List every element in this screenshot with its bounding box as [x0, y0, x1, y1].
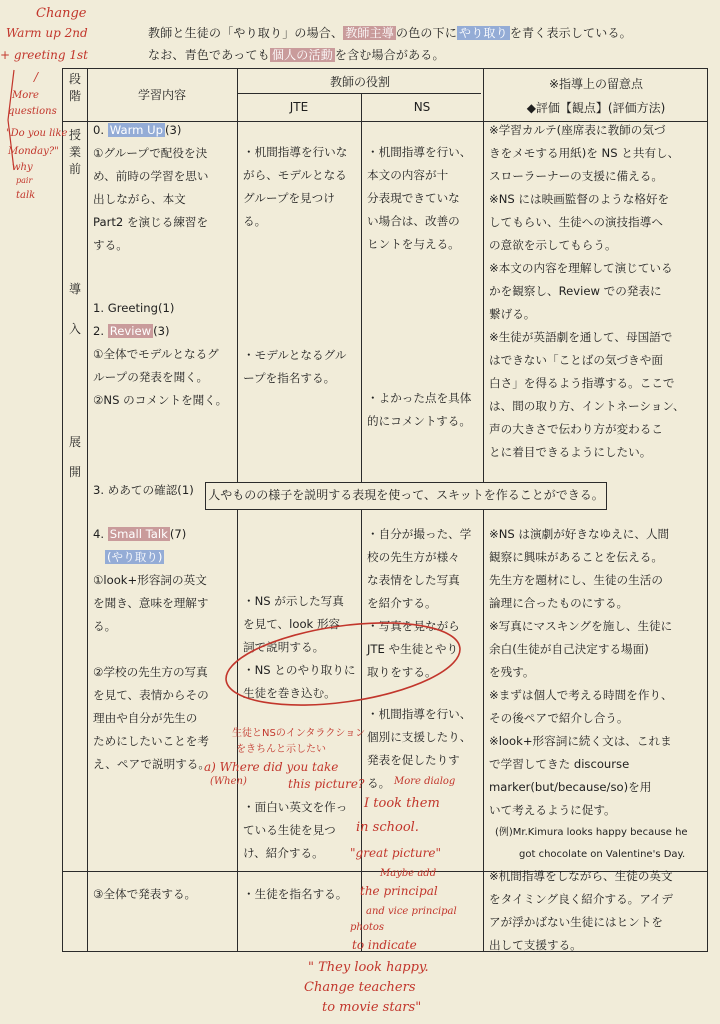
content-warmup: 0. Warm Up (3) ①グループで配役を決 め、前時の学習を思い 出しながら、本文 Part2 を演じる練習を する。 — [93, 123, 209, 252]
handwritten-note: questions — [8, 106, 57, 117]
handwritten-note: More dialog — [394, 776, 456, 787]
stage-before-class: 授 業 前 — [68, 128, 81, 176]
notes-intro: ※学習カルテ(座席表に教師の気づ きをメモする用紙)を NS と共有し、 スローラーナーの支援に備える。 ※NS には映画監督のような格好を してもらい、生徒への演技指導へ の意欲を示してもらう。 ※本文の内容を理解して演じている かを観察し、Review での発表に 繋げる。 ※生徒が英語劇を通して、母国語で はできない「ことばの気づきや面 白さ」を得るよう指導する。ここで は、間の取り方、イントネーション、 声の大きさで伝わり方が変わるこ とに着目できるようにしたい。 — [489, 123, 685, 459]
handwritten-note: pair — [16, 176, 33, 185]
jte-select-model: ・モデルとなるグル ープを指名する。 — [243, 348, 347, 385]
ns-header: NS — [413, 100, 431, 114]
stage-header: 段 階 — [68, 72, 81, 103]
jte-small-talk: ・NS が示した写真 を見て、look 形容 詞で説明する。 ・NS とのやり取りに 生徒を巻き込む。 — [243, 594, 356, 700]
content-goal-check: 3. めあての確認(1) — [93, 483, 194, 497]
handwritten-note: "Do you like — [6, 128, 68, 139]
handwritten-note: Maybe add — [380, 868, 437, 879]
teacher-roles-header: 教師の役割 — [329, 75, 390, 89]
handwritten-note: to indicate — [352, 938, 417, 952]
handwritten-note: More — [12, 90, 39, 101]
handwritten-note: "great picture" — [350, 846, 441, 860]
stage-development: 展 開 — [68, 435, 81, 479]
ns-small-talk: ・自分が撮った、学 校の先生方が様々 な表情をした写真 を紹介する。 ・写真を見ながら JTE や生徒とやり 取りをする。 — [367, 527, 472, 679]
stage-introduction: 導 入 — [68, 282, 81, 336]
notes-example: (例)Mr.Kimura looks happy because he got chocolate on Valentine's Day. — [495, 827, 688, 860]
handwritten-note: this picture? — [288, 777, 365, 791]
content-greeting-review: 1. Greeting(1) 2. Review (3) ①全体でモデルとなるグ ループの発表を聞く。 ②NS のコメントを聞く。 — [93, 301, 228, 407]
handwritten-note: Warm up 2nd — [6, 26, 88, 40]
handwritten-note: why — [12, 162, 33, 173]
intro-line-1: 教師と生徒の「やり取り」の場合、 教師主導 の色の下に やり取り を青く表示している。 — [148, 26, 632, 40]
ns-comment: ・よかった点を具体 的にコメントする。 — [367, 391, 472, 428]
handwritten-note: photos — [350, 922, 385, 933]
annotation-circle — [221, 610, 465, 718]
notes-small-talk: ※NS は演劇が好きなゆえに、人間 観察に興味があることを伝える。 先生方を題材にし、生徒の生活の 論理に合ったものにする。 ※写真にマスキングを施し、生徒に 余白(生徒が自己決定する場面) を残す。 ※まずは個人で考える時間を作り、 その後ペアで紹介し合う。 ※look+形容詞に続く文は、これま で学習してきた discourse marker(but/because/so)を用 いて考えるように促す。 — [489, 527, 673, 817]
handwritten-note: Change — [36, 6, 87, 21]
lesson-goal-box: 人やものの様子を説明する表現を使って、スキットを作ることができる。 — [205, 482, 607, 510]
notes-header: ※指導上の留意点 — [548, 77, 644, 91]
handwritten-note: 生徒とNSのインタラクション — [232, 728, 366, 739]
handwritten-note: Change teachers — [304, 980, 416, 995]
jte-monitoring: ・机間指導を行いな がら、モデルとなる グループを見つけ る。 — [243, 145, 348, 228]
content-presentation: ③全体で発表する。 — [93, 887, 197, 901]
handwritten-note: talk — [16, 190, 36, 201]
interaction-highlight: やり取り — [459, 26, 508, 40]
handwritten-note: " They look happy. — [308, 960, 429, 975]
notes-presentation: ※机間指導をしながら、生徒の英文 をタイミング良く紹介する。アイデ アが浮かばない生徒にはヒントを 出して支援する。 — [489, 869, 673, 952]
jte-header: JTE — [289, 100, 309, 114]
ns-individual-support: ・机間指導を行い、 個別に支援したり、 発表を促したりす る。 — [367, 707, 472, 790]
handwritten-note: the principal — [360, 884, 438, 898]
jte-nominate: ・生徒を指名する。 — [243, 887, 348, 901]
handwritten-note: in school. — [356, 820, 419, 835]
individual-activity-highlight: 個人の活動 — [271, 48, 333, 62]
handwritten-note: I took them — [364, 796, 440, 811]
evaluation-header: ◆評価【観点】(評価方法) — [526, 101, 666, 115]
content-header: 学習内容 — [137, 88, 186, 102]
handwritten-note: and vice principal — [366, 906, 457, 917]
jte-find-sentences: ・面白い英文を作っ ている生徒を見つ け、紹介する。 — [243, 800, 348, 860]
handwritten-note: (When) — [210, 776, 247, 787]
teacher-led-highlight: 教師主導 — [345, 26, 395, 40]
intro-line-2: なお、青色であっても 個人の活動 を含む場合がある。 — [148, 48, 445, 62]
handwritten-note: to movie stars" — [322, 1000, 422, 1015]
handwritten-note: a) Where did you take — [204, 760, 339, 774]
handwritten-note: + greeting 1st — [0, 48, 88, 62]
ns-monitoring: ・机間指導を行い、 本文の内容が十 分表現できていな い場合は、改善の ヒントを与える。 — [367, 145, 472, 251]
handwritten-note: Monday?" — [8, 146, 59, 157]
handwritten-note: をきちんと示したい — [236, 744, 326, 755]
content-small-talk: 4. Small Talk (7) (やり取り) ①look+形容詞の英文 を聞き、意味を理解す る。 ②学校の先生方の写真 を見て、表情からその 理由や自分が先生の ためにしたいことを考 え、ペアで説明する。 — [93, 527, 210, 771]
handwritten-note: / — [34, 70, 39, 84]
